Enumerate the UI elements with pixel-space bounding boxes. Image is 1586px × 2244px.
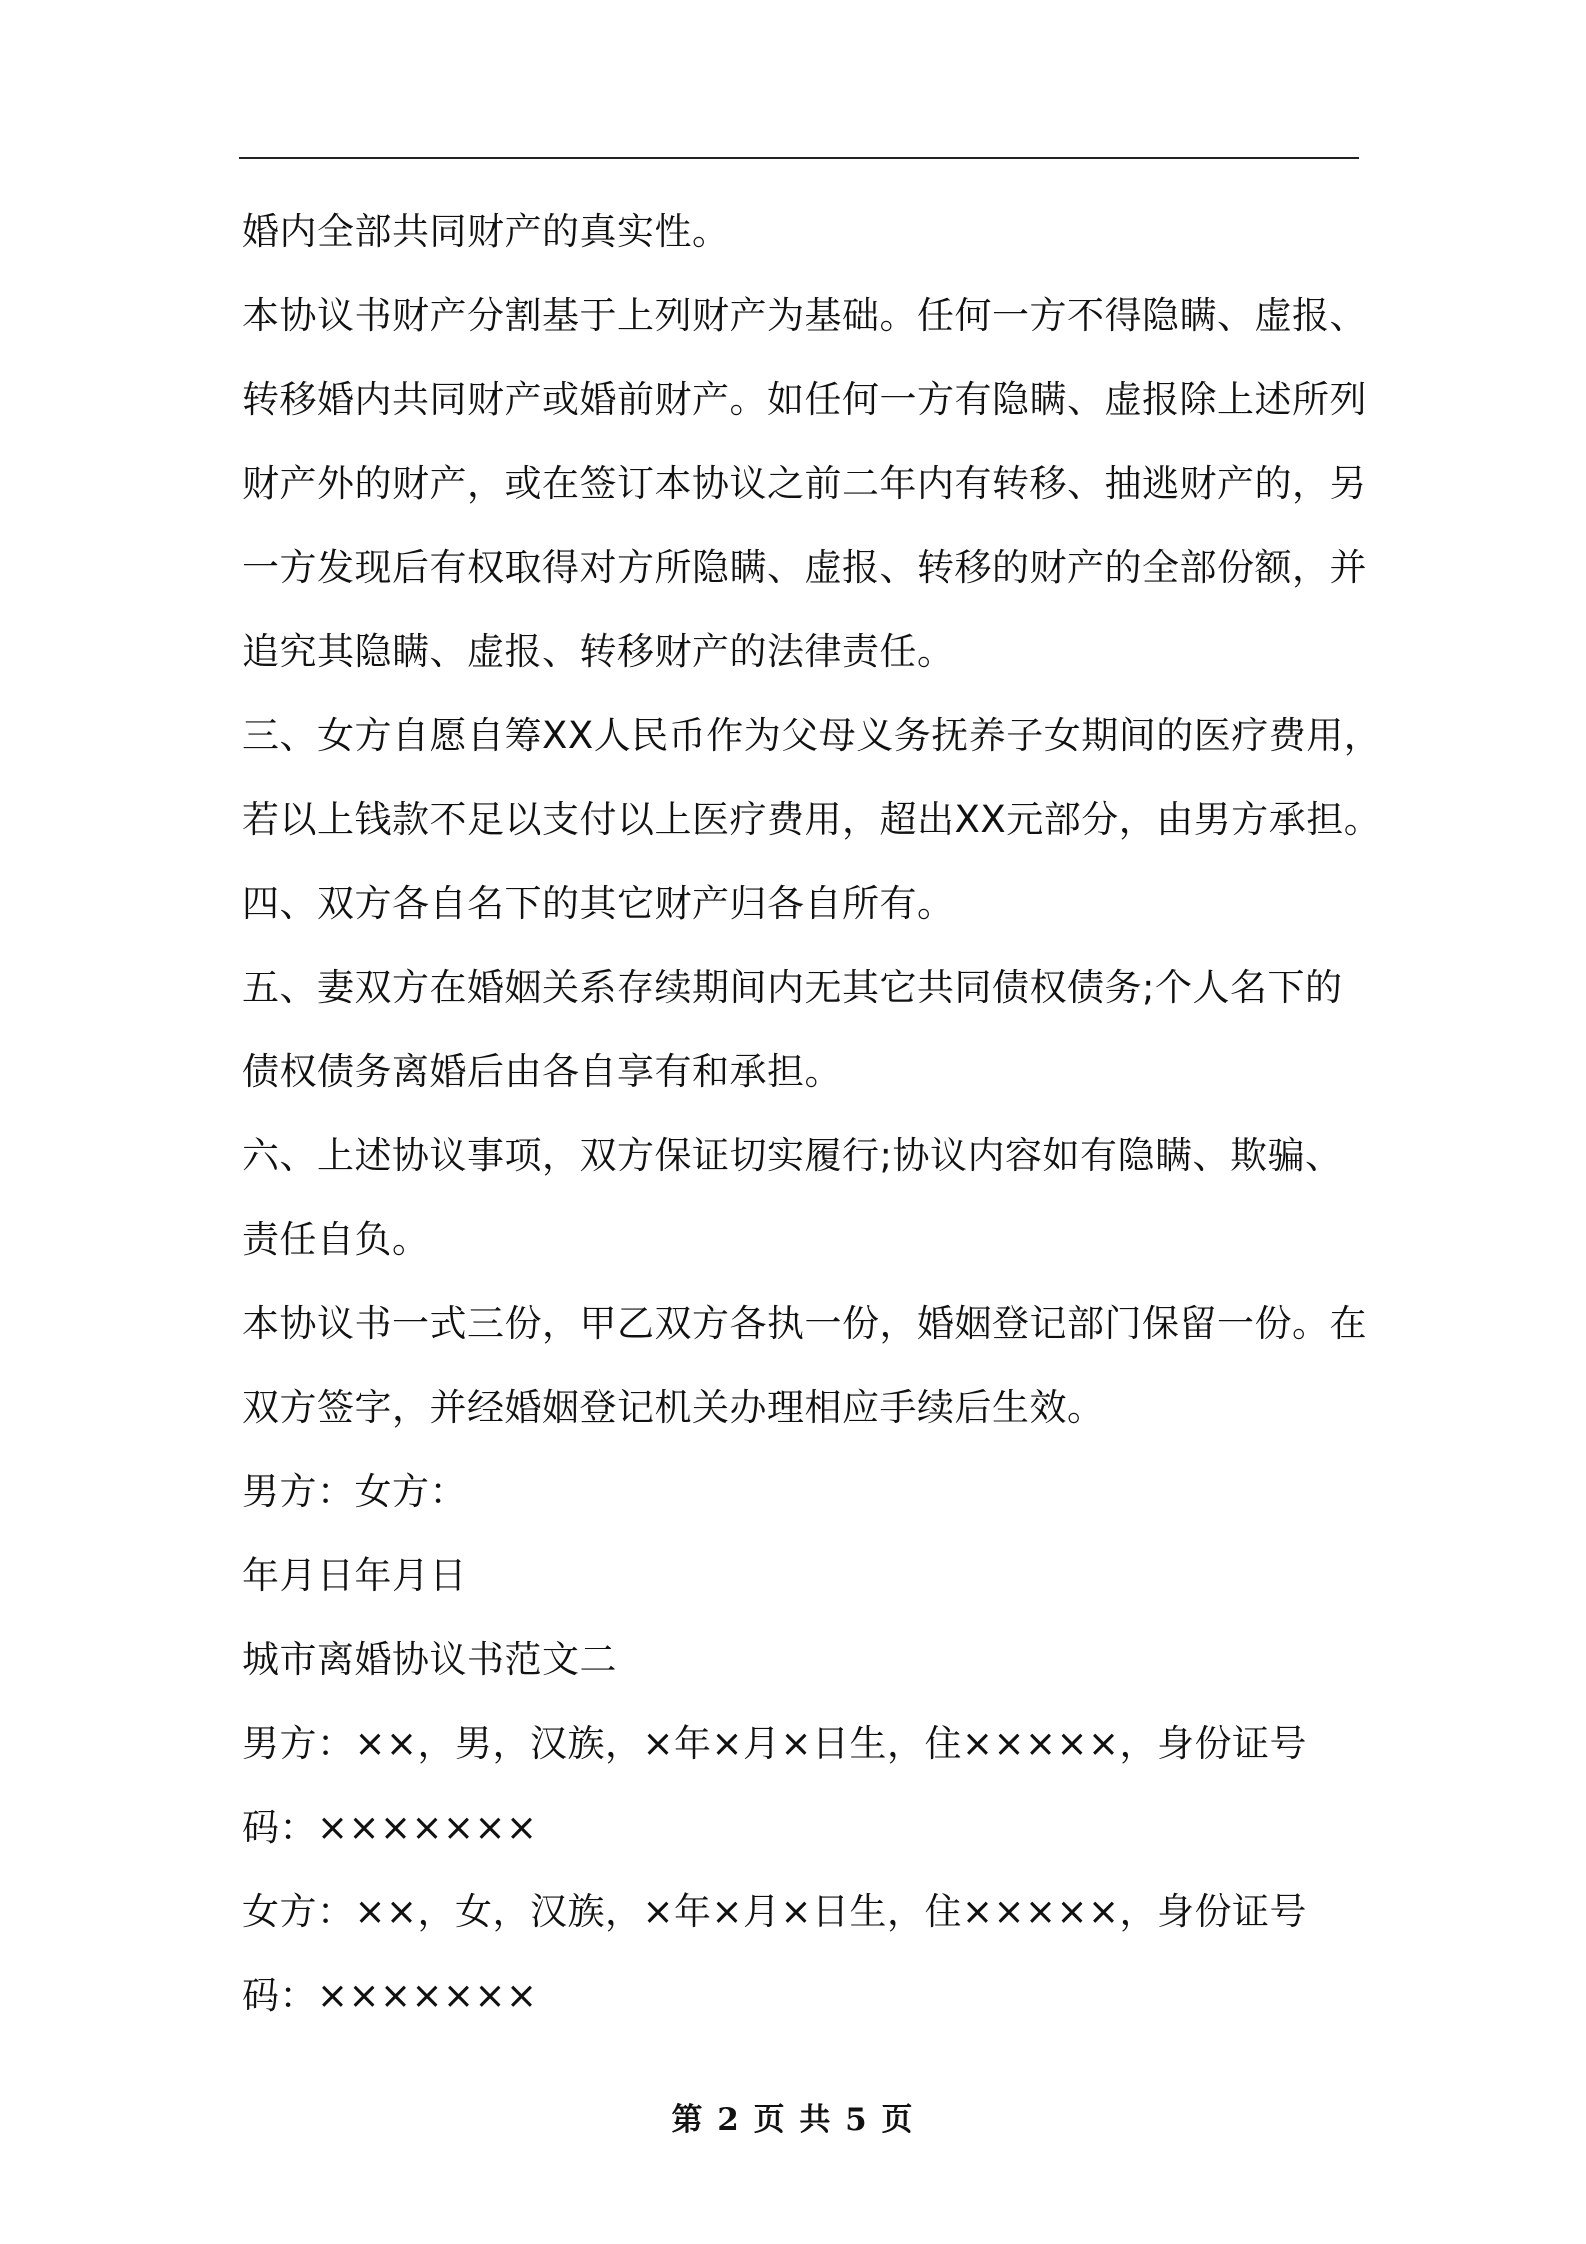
text-line: 婚内全部共同财产的真实性。 (242, 210, 730, 253)
text-line: 双方签字，并经婚姻登记机关办理相应手续后生效。 (242, 1386, 1105, 1429)
signature-line: 男方：女方： (242, 1470, 467, 1513)
document-body (242, 190, 1382, 2038)
text-line: 五、妻双方在婚姻关系存续期间内无其它共同债权债务;个人名下的 (242, 966, 1343, 1009)
section-title: 城市离婚协议书范文二 (242, 1638, 617, 1681)
text-line: 追究其隐瞒、虚报、转移财产的法律责任。 (242, 630, 955, 673)
header-rule (239, 157, 1359, 159)
text-line: 女方：××，女，汉族，×年×月×日生，住×××××，身份证号 (242, 1890, 1308, 1933)
page-number-footer: 第 2 页 共 5 页 (671, 2102, 915, 2138)
text-line: 一方发现后有权取得对方所隐瞒、虚报、转移的财产的全部份额，并 (242, 546, 1367, 589)
text-line: 码：××××××× (242, 1806, 538, 1849)
text-line: 男方：××，男，汉族，×年×月×日生，住×××××，身份证号 (242, 1722, 1308, 1765)
date-line: 年月日年月日 (242, 1554, 467, 1597)
text-line: 转移婚内共同财产或婚前财产。如任何一方有隐瞒、虚报除上述所列 (242, 378, 1367, 421)
text-line: 四、双方各自名下的其它财产归各自所有。 (242, 882, 955, 925)
text-line: 六、上述协议事项，双方保证切实履行;协议内容如有隐瞒、欺骗、 (242, 1134, 1343, 1177)
text-line: 本协议书一式三份，甲乙双方各执一份，婚姻登记部门保留一份。在 (242, 1302, 1367, 1345)
text-line: 本协议书财产分割基于上列财产为基础。任何一方不得隐瞒、虚报、 (242, 294, 1367, 337)
text-line: 责任自负。 (242, 1218, 430, 1261)
text-line: 三、女方自愿自筹XX人民币作为父母义务抚养子女期间的医疗费用， (242, 714, 1382, 757)
text-line: 债权债务离婚后由各自享有和承担。 (242, 1050, 842, 1093)
text-line: 财产外的财产，或在签订本协议之前二年内有转移、抽逃财产的，另 (242, 462, 1367, 505)
text-line: 码：××××××× (242, 1974, 538, 2017)
text-line: 若以上钱款不足以支付以上医疗费用，超出XX元部分，由男方承担。 (242, 798, 1382, 841)
